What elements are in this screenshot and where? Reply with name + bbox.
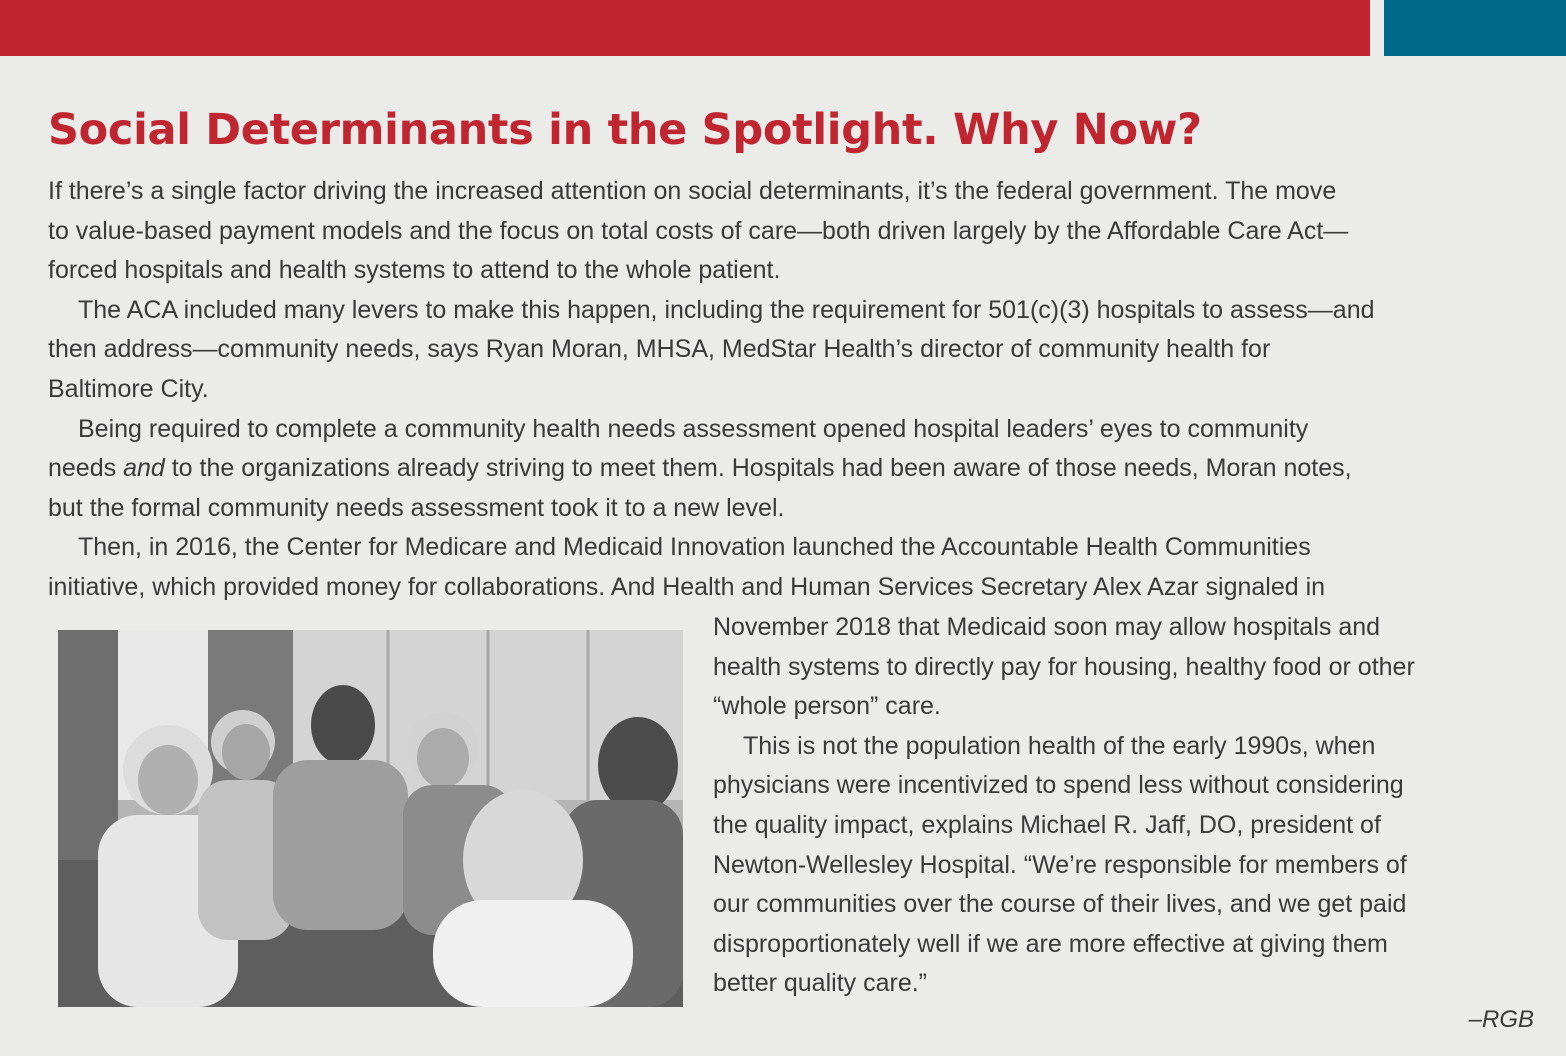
paragraph-line: better quality care.” <box>713 969 927 998</box>
text-span: to the organizations already striving to meet them. Hospitals had been aware of those needs, Moran notes, <box>164 454 1352 483</box>
paragraph-line: physicians were incentivized to spend less without considering <box>713 771 1404 800</box>
author-byline: –RGB <box>1468 1006 1534 1033</box>
group-photo <box>58 630 683 1007</box>
article-title: Social Determinants in the Spotlight. Why Now? <box>48 105 1202 155</box>
paragraph-line: disproportionately well if we are more effective at giving them <box>713 929 1388 958</box>
paragraph-line: November 2018 that Medicaid soon may allow hospitals and <box>713 613 1381 641</box>
article-body-right-column <box>713 608 1533 1004</box>
paragraph-line: our communities over the course of their lives, and we get paid <box>713 890 1407 919</box>
paragraph-line: Being required to complete a community health needs assessment opened hospital leaders’ eyes to community <box>78 414 1309 443</box>
paragraph-line: The ACA included many levers to make this happen, including the requirement for 501(c)(3) hospitals to assess—and <box>78 295 1375 324</box>
paragraph-line: “whole person” care. <box>713 692 941 721</box>
photo-illustration <box>58 630 683 1007</box>
paragraph-line <box>48 449 1518 489</box>
paragraph-line: but the formal community needs assessment took it to a new level. <box>48 493 785 522</box>
paragraph-line: Newton-Wellesley Hospital. “We’re responsible for members of <box>713 850 1407 879</box>
paragraph-line: This is not the population health of the early 1990s, when <box>743 731 1376 760</box>
paragraph-line: health systems to directly pay for housing, healthy food or other <box>713 652 1415 681</box>
paragraph-line: the quality impact, explains Michael R. Jaff, DO, president of <box>713 810 1381 839</box>
paragraph-line: Then, in 2016, the Center for Medicare and Medicaid Innovation launched the Accountable Health Communities <box>78 533 1311 562</box>
paragraph-line: If there’s a single factor driving the increased attention on social determinants, it’s the federal government. The move <box>48 177 1337 205</box>
emphasis-text: and <box>123 454 165 483</box>
header-bar-red <box>0 0 1370 56</box>
article-body <box>48 172 1518 608</box>
paragraph-line: to value-based payment models and the focus on total costs of care—both driven largely by the Affordable Care Act— <box>48 216 1349 245</box>
paragraph-line: then address—community needs, says Ryan Moran, MHSA, MedStar Health’s director of community health for <box>48 335 1271 364</box>
header-bar-teal <box>1384 0 1566 56</box>
paragraph-line: initiative, which provided money for collaborations. And Health and Human Services Secretary Alex Azar signaled in <box>48 572 1326 601</box>
paragraph-line: Baltimore City. <box>48 374 209 403</box>
paragraph-line: forced hospitals and health systems to attend to the whole patient. <box>48 256 781 285</box>
text-span: needs <box>48 454 124 483</box>
